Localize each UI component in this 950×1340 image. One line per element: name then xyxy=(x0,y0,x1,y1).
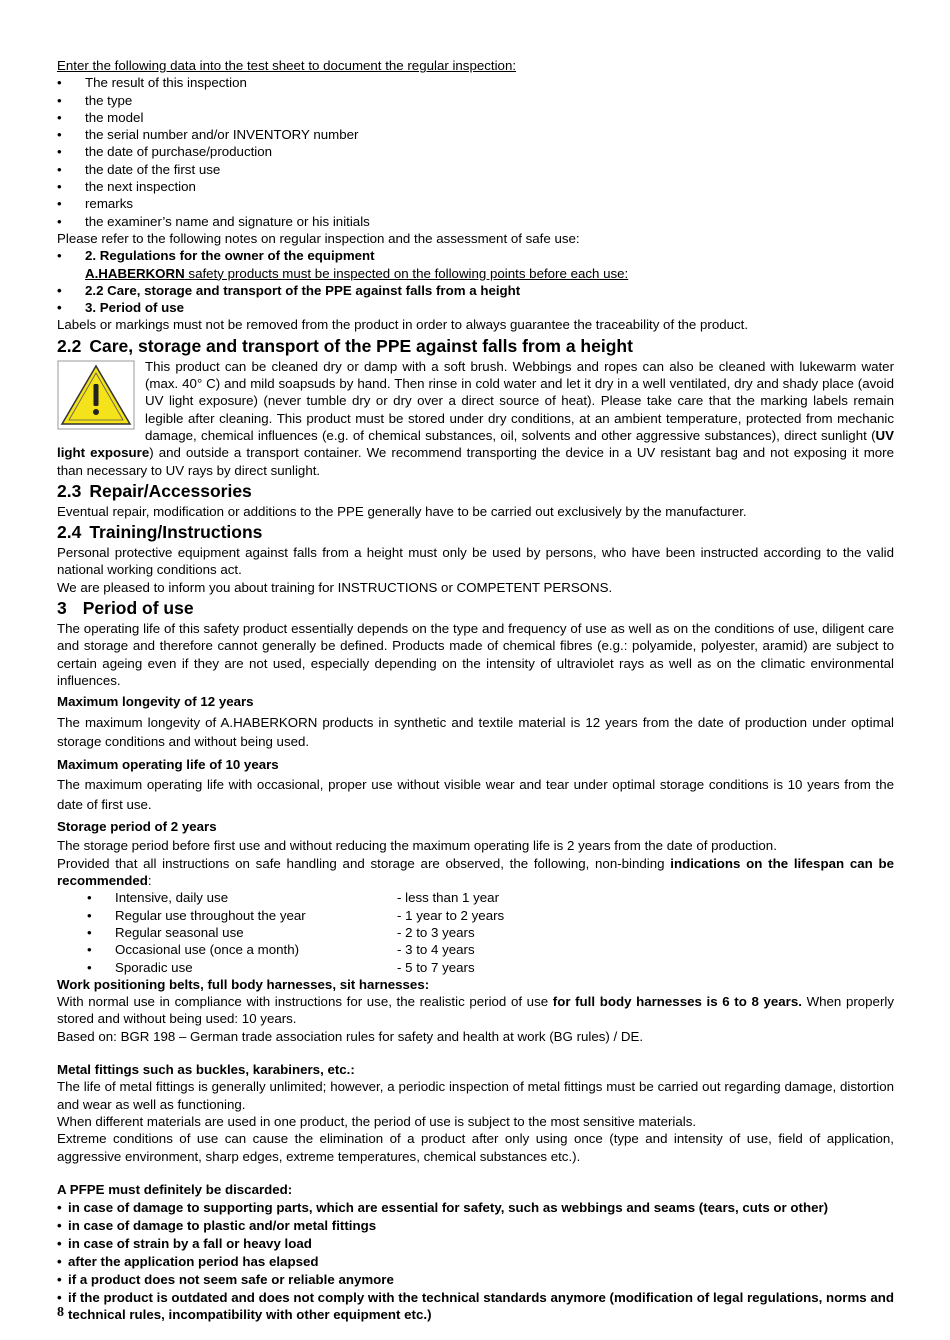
lifespan-list xyxy=(57,889,894,975)
usage-label: Occasional use (once a month) xyxy=(115,942,300,958)
list-item: • the serial number and/or INVENTORY number xyxy=(57,126,894,143)
discard-item: • in case of damage to plastic and/or metal fittings xyxy=(57,1217,894,1234)
usage-label: Regular seasonal use xyxy=(115,924,244,940)
reference-list xyxy=(57,247,894,316)
section-number: 2.2 xyxy=(57,335,82,356)
reference-subtitle-text: safety products must be inspected on the following points before each use: xyxy=(184,265,629,281)
discard-item: • after the application period has elapsed xyxy=(57,1253,894,1270)
discard-item: • in case of damage to supporting parts, which are essential for safety, such as webbings and seams (tears, cuts or other) xyxy=(57,1199,894,1216)
reference-item: • 3. Period of use xyxy=(57,299,894,316)
belts-text-start: With normal use in compliance with instructions for use, the realistic period of use xyxy=(57,994,553,1010)
belts-text xyxy=(57,993,894,1028)
lifespan-row xyxy=(87,941,894,958)
subheading: Work positioning belts, full body harnesses, sit harnesses: xyxy=(57,976,430,992)
lifespan-row xyxy=(87,889,894,906)
based-on-text: Based on: BGR 198 – German trade association rules for safety and health at work (BG rules) / DE. xyxy=(57,1028,644,1044)
reference-title: 2. Regulations for the owner of the equipment xyxy=(85,248,375,264)
list-item: • the next inspection xyxy=(57,178,894,195)
lifespan-row xyxy=(87,924,894,941)
care-text-end: ) and outside a transport container. We recommend transporting the device in a UV resistant bag and not exposing it more than necessary to UV rays by direct sunlight. xyxy=(57,445,894,478)
subheading: Maximum longevity of 12 years xyxy=(57,694,254,710)
discard-item: • if a product does not seem safe or reliable anymore xyxy=(57,1271,894,1288)
section-heading xyxy=(57,522,894,543)
reference-item: • 2.2 Care, storage and transport of the PPE against falls from a height xyxy=(57,282,894,299)
warning-triangle-icon xyxy=(57,360,135,430)
reference-item xyxy=(57,247,894,282)
discard-item: • in case of strain by a fall or heavy load xyxy=(57,1235,894,1252)
section-title: Training/Instructions xyxy=(89,522,263,543)
section-number: 2.4 xyxy=(57,522,82,543)
usage-label: Sporadic use xyxy=(115,959,193,975)
lifespan-intro-text: Provided that all instructions on safe handling and storage are observed, the following, non-binding xyxy=(57,855,671,871)
document-page xyxy=(57,57,894,1324)
labels-text: Labels or markings must not be removed from the product in order to always guarantee the traceability of the product. xyxy=(57,317,749,333)
section-title: Repair/Accessories xyxy=(89,480,252,501)
list-item: • the date of purchase/production xyxy=(57,143,894,160)
storage-text: The storage period before first use and without reducing the maximum operating life is 2 years from the date of production. xyxy=(57,838,777,854)
list-item: • the model xyxy=(57,109,894,126)
lifespan-row xyxy=(87,959,894,976)
discard-list xyxy=(57,1199,894,1324)
period-text: The operating life of this safety product essentially depends on the type and frequency of use as well as on the conditions of use, diligent care and storage and therefore cannot generally be defined. Products made of chemical fibres (e.g.: polyamide, polyester, aramid) are subject to certain ageing even if they are not used, especially depending on the intensity of ultraviolet rays as well as on the climatic environmental influences. xyxy=(57,621,894,688)
care-text-emphasis: UV light exposure xyxy=(57,427,894,461)
section-number: 2.3 xyxy=(57,480,82,501)
subheading: Metal fittings such as buckles, karabiners, etc.: xyxy=(57,1062,355,1078)
subheading: Maximum operating life of 10 years xyxy=(57,756,279,772)
belts-text-emphasis: for full body harnesses is 6 to 8 years. xyxy=(552,994,802,1010)
lifespan-intro-end: : xyxy=(147,873,152,889)
usage-label: Regular use throughout the year xyxy=(115,907,306,923)
list-item: • remarks xyxy=(57,195,894,212)
materials-text: When different materials are used in one product, the period of use is subject to the most sensitive materials. xyxy=(57,1113,697,1129)
lifespan-row xyxy=(87,907,894,924)
reference-subtitle xyxy=(85,266,628,281)
lifespan-intro-emphasis: indications on the lifespan can be recommended xyxy=(57,855,894,889)
subheading: Storage period of 2 years xyxy=(57,819,217,835)
belts-text-end: When properly stored and without being used: 10 years. xyxy=(57,994,894,1027)
section-heading xyxy=(57,598,894,619)
section-heading xyxy=(57,336,894,357)
care-section xyxy=(57,358,894,479)
section-title: Period of use xyxy=(82,598,194,619)
inspection-data-list xyxy=(57,74,894,230)
subheading: A PFPE must definitely be discarded: xyxy=(57,1181,293,1197)
intro-heading: Enter the following data into the test sheet to document the regular inspection: xyxy=(57,58,517,73)
notes-text: Please refer to the following notes on regular inspection and the assessment of safe use: xyxy=(57,230,580,246)
operating-text: The maximum operating life with occasional, proper use without visible wear and tear under optimal storage conditions is 10 years from the date of first use. xyxy=(57,776,894,812)
lifespan-value: - less than 1 year xyxy=(397,890,499,906)
section-heading xyxy=(57,481,894,502)
lifespan-value: - 3 to 4 years xyxy=(397,942,475,958)
care-text: This product can be cleaned dry or damp with a soft brush. Webbings and ropes can also be cleaned with lukewarm water (max. 40° C) and mild soapsuds by hand. Then rinse in cold water and let it dry in a well ventilated, dry and shady place (avoid UV light exposure) (never tumble dry or dry over a direct source of heat). Please take care that the marking labels remain legible after cleaning. This product must be stored under dry conditions, at an ambient temperature, protected from mechanic damage, chemical influences (e.g. of chemical substances, oil, solvents and other aggressive substances), direct sunlight ( xyxy=(145,358,894,443)
lifespan-value: - 5 to 7 years xyxy=(397,959,475,975)
list-item: • the examiner’s name and signature or his initials xyxy=(57,213,894,230)
extreme-text: Extreme conditions of use can cause the elimination of a product after only using once (type and intensity of use, field of application, aggressive environment, sharp edges, extreme temperatures, chemical substances etc.). xyxy=(57,1131,894,1164)
discard-item: • if the product is outdated and does not comply with the technical standards anymore (modification of legal regulations, norms and technical rules, incompatibility with other equipment etc.) xyxy=(57,1289,894,1324)
section-number: 3 xyxy=(57,598,67,619)
list-item: • the date of the first use xyxy=(57,161,894,178)
list-item: • the type xyxy=(57,92,894,109)
usage-label: Intensive, daily use xyxy=(115,890,229,906)
section-title: Care, storage and transport of the PPE against falls from a height xyxy=(89,335,633,356)
repair-text: Eventual repair, modification or additions to the PPE generally have to be carried out exclusively by the manufacturer. xyxy=(57,503,747,519)
brand-name: A.HABERKORN xyxy=(85,265,185,281)
list-item: • The result of this inspection xyxy=(57,74,894,91)
training-text: Personal protective equipment against falls from a height must only be used by persons, who have been instructed according to the valid national working conditions act. xyxy=(57,545,894,578)
lifespan-value: - 1 year to 2 years xyxy=(397,907,505,923)
page-number: 8 xyxy=(57,1305,64,1320)
longevity-text: The maximum longevity of A.HABERKORN products in synthetic and textile material is 12 years from the date of production under optimal storage conditions and without being used. xyxy=(57,714,894,750)
metal-text: The life of metal fittings is generally unlimited; however, a periodic inspection of metal fittings must be carried out regarding damage, distortion and wear as well as functioning. xyxy=(57,1079,894,1112)
lifespan-intro xyxy=(57,855,894,890)
training-offer: We are pleased to inform you about training for INSTRUCTIONS or COMPETENT PERSONS. xyxy=(57,579,613,595)
lifespan-value: - 2 to 3 years xyxy=(397,924,475,940)
